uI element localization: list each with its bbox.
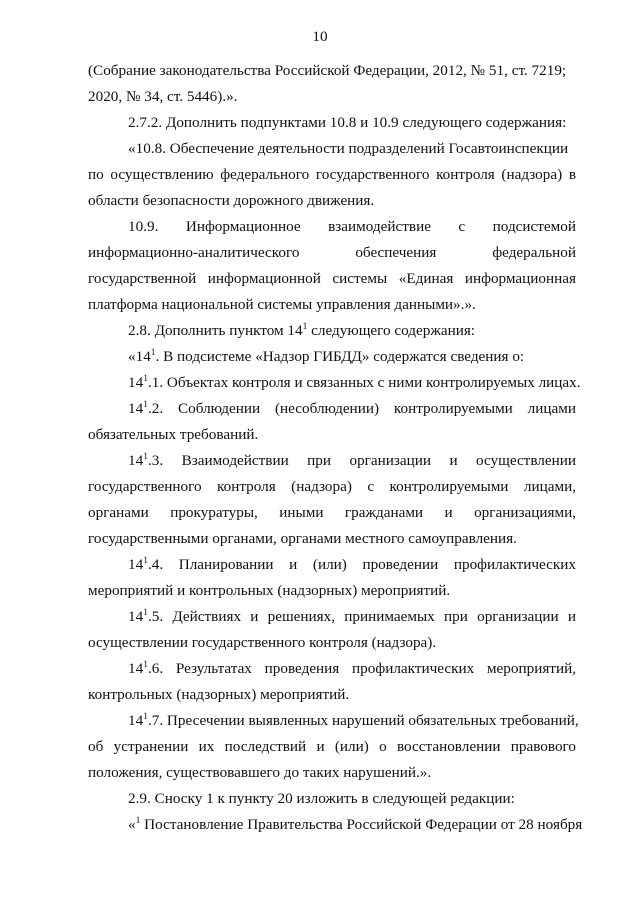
text-line: по осуществлению федерального государственного контроля (надзора) в [88,166,576,183]
text-fragment: 14 [128,400,144,417]
text-line [128,452,576,470]
text-line: 2.9. Сноску 1 к пункту 20 изложить в следующей редакции: [128,790,515,807]
text-fragment: 14 [128,452,144,469]
page-number: 10 [312,28,328,45]
text-fragment: .3. Взаимодействии при организации и осуществлении [147,452,576,469]
superscript: 1 [135,816,141,826]
text-line: «10.8. Обеспечение деятельности подразделений Госавтоинспекции [128,140,569,157]
text-line: обязательных требований. [88,426,259,443]
superscript: 1 [143,608,148,618]
text-line: осуществлении государственного контроля (надзора). [88,634,437,651]
text-line [128,322,576,340]
text-line [128,374,581,392]
superscript: 1 [143,400,148,410]
text-line: государственного контроля (надзора) с контролируемыми лицами, [88,478,576,495]
superscript: 1 [150,348,156,358]
text-fragment: .5. Действиях и решениях, принимаемых при организации и [147,608,576,625]
superscript: 1 [143,660,148,670]
text-line: области безопасности дорожного движения. [88,192,375,209]
text-line: контрольных (надзорных) мероприятий. [88,686,350,703]
text-fragment: 14 [128,608,144,625]
text-fragment: 14 [128,374,144,391]
text-line: мероприятий и контрольных (надзорных) мероприятий. [88,582,451,599]
text-line: платформа национальной системы управления данными».». [88,296,476,313]
text-line [128,400,576,418]
text-line [128,608,576,626]
superscript: 1 [302,322,308,332]
text-line [128,556,576,574]
text-fragment: «14 [128,348,151,365]
text-line: государственными органами, органами местного самоуправления. [88,530,517,547]
text-line: 2.7.2. Дополнить подпунктами 10.8 и 10.9 следующего содержания: [128,114,567,131]
text-fragment: .4. Планировании и (или) проведении профилактических [147,556,576,573]
text-fragment: .2. Соблюдении (несоблюдении) контролируемыми лицами [147,400,576,417]
text-fragment: 14 [128,712,144,729]
text-line: информационно-аналитического обеспечения федеральной [88,244,576,261]
text-line [128,712,579,730]
text-fragment: .6. Результатах проведения профилактических мероприятий, [147,660,576,677]
text-fragment: . В подсистеме «Надзор ГИБДД» содержатся сведения о: [155,348,525,365]
text-fragment: 14 [128,556,144,573]
superscript: 1 [143,556,148,566]
text-line: положения, существовавшего до таких нарушений.». [88,764,432,781]
text-line: 2020, № 34, ст. 5446).». [88,88,238,105]
text-fragment: .7. Пресечении выявленных нарушений обязательных требований, [147,712,579,729]
text-fragment: Постановление Правительства Российской Федерации от 28 ноября [140,816,583,833]
text-fragment: .1. Объектах контроля и связанных с ними контролируемых лицах. [147,374,581,391]
text-line [128,816,583,834]
text-fragment: 2.8. Дополнить пунктом 14 [128,322,303,339]
text-line: государственной информационной системы «Единая информационная [88,270,576,287]
text-line [128,660,576,678]
text-line [128,348,576,366]
text-line: об устранении их последствий и (или) о восстановлении правового [88,738,576,755]
text-line: органами прокуратуры, иными гражданами и организациями, [88,504,576,521]
text-fragment: 14 [128,660,144,677]
superscript: 1 [143,712,148,722]
text-fragment: следующего содержания: [307,322,476,339]
superscript: 1 [143,374,148,384]
text-line: 10.9. Информационное взаимодействие с подсистемой [128,218,576,235]
text-fragment: « [128,816,136,833]
text-line: (Собрание законодательства Российской Федерации, 2012, № 51, ст. 7219; [88,62,567,79]
superscript: 1 [143,452,148,462]
